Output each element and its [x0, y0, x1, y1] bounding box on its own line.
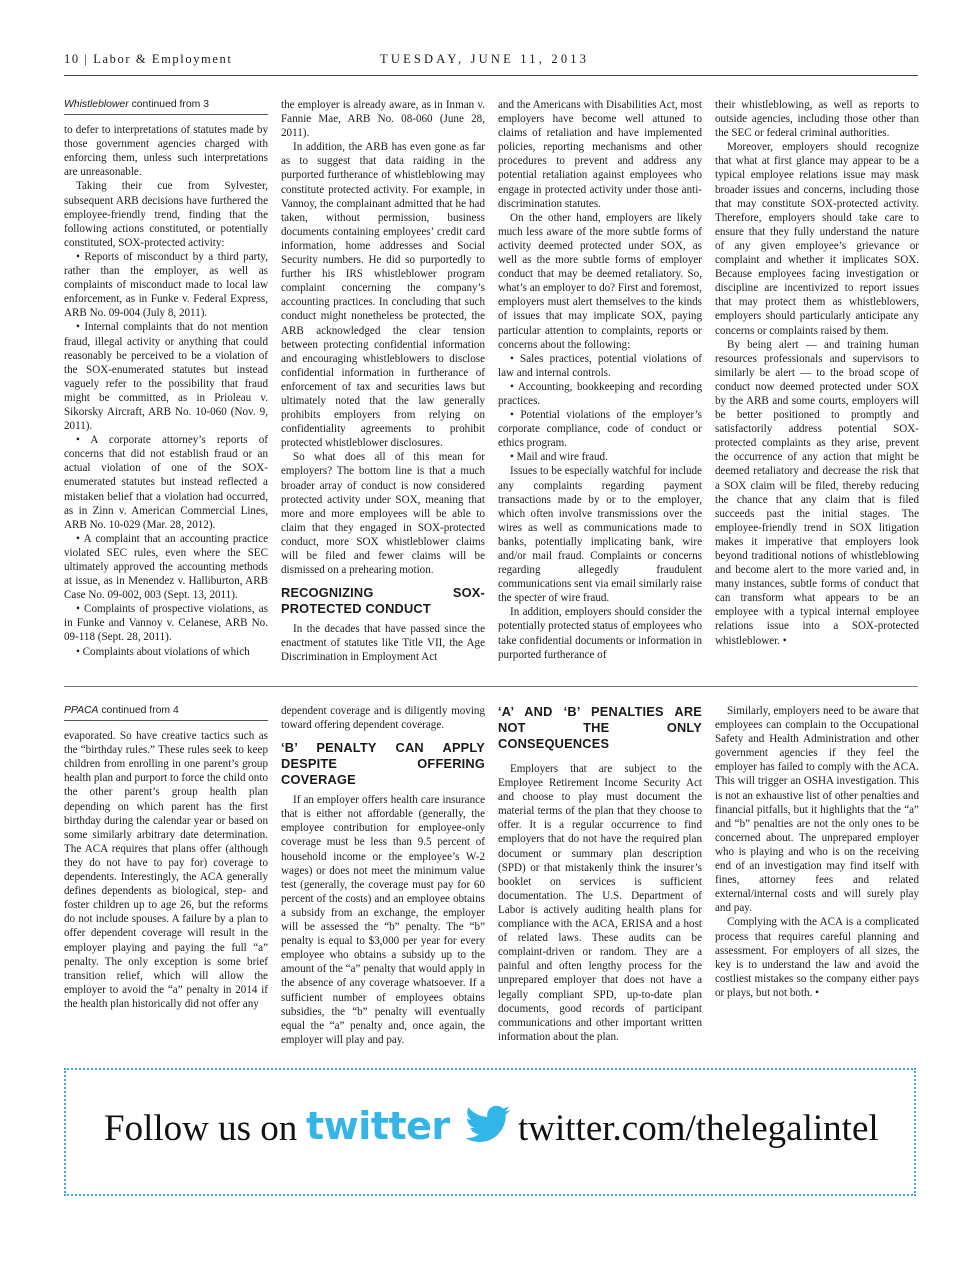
continued-from: continued from 4 [98, 705, 179, 716]
paragraph: So what does all of this mean for employers? The bottom line is that a much broader array of conduct is now considered protected activity under SOX, meaning that more and more employees will be able to claim that they engaged in SOX-protected conduct, more SOX whistleblower claims will be filed and fewer claims will be dismissed on a prehearing motion. [281, 451, 485, 577]
twitter-bird-icon [466, 1104, 512, 1148]
twitter-url-link[interactable]: twitter.com/thelegalintel [518, 1108, 879, 1149]
continued-title: PPACA [64, 705, 99, 716]
paragraph: Similarly, employers need to be aware that employees can complain to the Occupational Safety and Health Administration and other government agencies if they feel the employer has failed to comply with the ACA. This will trigger an OSHA investigation. This is not an exhaustive list of other penalties and financial pitfalls, but it highlights that the “a” and “b” penalties are not the only ones to be concerned about. The unprepared employer who is playing and who is on the receiving end of an investigation may find itself with fines, attorney fees and related external/internal costs and will surely play and pay. [715, 705, 919, 915]
paragraph: Taking their cue from Sylvester, subsequent ARB decisions have furthered the employee-friendly trend, finding that the following actions constituted, or potentially constituted, SOX-protected activity: [64, 180, 268, 249]
continued-title: Whistleblower [64, 99, 129, 110]
paragraph: In addition, employers should consider the potentially protected status of employees who take confidential documents or information in purported furtherance of [498, 606, 702, 661]
bullet-item: • Complaints about violations of which [76, 645, 250, 658]
page-header [64, 52, 918, 70]
paragraph: In addition, the ARB has even gone as far as to suggest that data raiding in the purported furtherance of whistleblowing may constitute protected activity. For example, in Vannoy, the complainant admitted that he had taken, without permission, business documents containing employees’ credit card information, home addresses and Social Security numbers. He did so purportedly to further his IRS whistleblower program complaint concerning the company’s accounting practices. In concluding that such conduct might nonetheless be protected, the ARB acknowledged the clear tension between protecting confidential information and encouraging whistleblowers to disclose confidential information in furtherance of enforcement of tax and securities laws but ultimately noted that the law generally prohibits employers from relying on confidentiality agreements to prohibit protected whistleblower disclosures. [281, 141, 485, 450]
twitter-logo[interactable] [306, 1102, 506, 1154]
ppaca-col-1 [64, 704, 268, 1011]
bullet-item: • Reports of misconduct by a third party, rather than the employer, as well as complaints of misconduct made to local law enforcement, as in Funke v. Federal Express, ARB No. 09-004 (July 8, 2011). [64, 250, 268, 320]
ppaca-col-3 [498, 704, 702, 1044]
paragraph: By being alert — and training human resources professionals and supervisors to similarly be alert — to the broad scope of conduct now deemed protected under SOX by the ARB and some courts, employers will be better positioned to promptly and satisfactorily address potential SOX-protected complaints as they arise, prevent the occurrence of any action that might be deemed retaliatory and decrease the risk that a SOX claim will be filed, thereby reducing the chance that any claim that is filed succeeds past the initial stages. The employee-friendly trend in SOX litigation makes it imperative that employers look beyond traditional notions of whistleblowing and become alert to the more varied and, in many instances, subtle forms of conduct that can transform what appears to be an employee with a typical internal employee relations issue into a SOX-protected whistleblower. • [715, 338, 919, 647]
bullet-item: • A corporate attorney’s reports of concerns that did not establish fraud or an actual violation of one of the SOX-enumerated statutes but instead reflected a mistaken belief that a violation had occurred, as in Zinn v. American Commercial Lines, ARB No. 10-029 (Mar. 28, 2012). [64, 434, 268, 531]
paragraph: On the other hand, employers are likely much less aware of the more subtle forms of activity deemed protected under SOX, as well as the more subtle forms of employer conduct that may be deemed retaliatory. So, what’s an employer to do? First and foremost, employers must alert themselves to the kinds of issues that may implicate SOX, paying particular attention to complaints, reports or concerns about the following: [498, 211, 702, 351]
paragraph: evaporated. So have creative tactics such as the “birthday rules.” These rules seek to keep children from enrolling in one parent’s group health plan and purport to force the child onto the other parent’s group health plan depending on which parent has the first birthday during the calendar year or based on some similarly arbitrary date determination. The ACA requires that plans offer (although they do not have to pay for) coverage to dependents. Interestingly, the ACA generally defines dependents as biological, step- and foster children up to age 26, but the reforms do not include spouses. A failure by a plan to offer dependent coverage will result in the employer playing and paying the full “a” penalty. The only exception is some brief transition relief, which will allow the employer to avoid the “a” penalty in 2014 if the health plan historically did not offer any [64, 730, 268, 1010]
issue-date: TUESDAY, JUNE 11, 2013 [380, 52, 590, 66]
paragraph: If an employer offers health care insurance that is either not affordable (generally, the employee contribution for employee-only coverage must be less than 9.5 percent of household income or the employee’s W-2 wages) or does not meet the minimum value test (generally, the coverage must pay for 60 percent of the costs) and an employee obtains a subsidy from an exchange, the employer will be assessed the “b” penalty. The “b” penalty is equal to $3,000 per year for every employee who obtains a subsidy up to the amount of the “a” penalty that would apply in the absence of any coverage whatsoever. If a sufficient number of employees obtains subsidies, the “b” penalty will eventually equal the “a” penalty and, once again, the employer will play and pay. [281, 794, 485, 1046]
paragraph: the employer is already aware, as in Inman v. Fannie Mae, ARB No. 08-060 (June 28, 2011). [281, 99, 485, 140]
paragraph: Employers that are subject to the Employee Retirement Income Security Act and choose to play must document the material terms of the plan that they choose to offer. It is a regular occurrence to find employers that do not have the required plan document or summary plan description (SPD) or that mistakenly think the insurer’s booklet on services is sufficient documentation. The U.S. Department of Labor is actively auditing health plans for compliance with the ACA, ERISA and a host of related laws. These audits can be complaint-driven or random. They are a painful and often lengthy process for the unprepared employer that does not have a legally compliant SPD, up-to-date plan documents, good records of participant communications and other important written information about the plan. [498, 763, 702, 1043]
paragraph: Issues to be especially watchful for include any complaints regarding payment transactions made by or to the employer, which often involve transmissions over the wires as well as communications made to banks, potentially implicating bank, wire and/or mail fraud. Complaints or concerns regarding allegedly fraudulent communications sent via email similarly raise the specter of wire fraud. [498, 465, 702, 605]
paragraph: to defer to interpretations of statutes made by those government agencies charged with enforcing them, unless such interpretations are unreasonable. [64, 124, 268, 179]
whistleblower-col-3 [498, 98, 702, 662]
section-heading: ‘A’ AND ‘B’ PENALTIES ARE NOT THE ONLY CONSEQUENCES [498, 704, 702, 751]
bullet-item: • Mail and wire fraud. [510, 451, 608, 464]
paragraph: Complying with the ACA is a complicated process that requires careful planning and assessment. For employers of all sizes, the key is to understand the law and avoid the costliest mistakes so the company either pays or plays, but not both. • [715, 916, 919, 999]
bullet-item: • Complaints of prospective violations, as in Funke and Vannoy v. Celanese, ARB No. 09-118 (Sept. 28, 2011). [64, 603, 268, 644]
bullet-item: • A complaint that an accounting practice violated SEC rules, even where the SEC ultimately approved the accounting methods at issue, as in Menendez v. Halliburton, ARB Case No. 09-002, 003 (Sept. 13, 2011). [64, 532, 268, 602]
paragraph: and the Americans with Disabilities Act, most employers have become well attuned to claims of retaliation and have implemented policies, reporting mechanisms and other procedures to prevent and address any potential retaliation against employees who engage in protected activity under those anti-discrimination statutes. [498, 99, 702, 210]
continued-from: continued from 3 [128, 99, 209, 110]
section-heading: RECOGNIZING SOX-PROTECTED CONDUCT [281, 585, 485, 617]
article-divider [64, 686, 918, 687]
twitter-wordmark: twitter [306, 1104, 450, 1148]
continued-label [64, 704, 268, 721]
whistleblower-col-4 [715, 98, 919, 648]
paragraph: Moreover, employers should recognize that what at first glance may appear to be a typical employee relations issue may mask broader issues and concerns, including those that may constitute SOX-protected activity. Therefore, employers should take care to ensure that they fully understand the nature of any given employee’s grievance or complaint and whether it implicates SOX. Because employees facing investigation or discipline are incentivized to report issues that may protect them as whistleblowers, employers should particularly anticipate any concerns or complaints raised by them. [715, 141, 919, 337]
continued-label [64, 98, 268, 115]
section-heading: ‘B’ PENALTY CAN APPLY DESPITE OFFERING COVERAGE [281, 740, 485, 788]
follow-us-text: Follow us on [104, 1108, 298, 1149]
page-section-label: 10 | Labor & Employment [64, 52, 233, 66]
paragraph: their whistleblowing, as well as reports to outside agencies, including those other than the SEC or federal criminal authorities. [715, 99, 919, 140]
twitter-promo-box[interactable] [64, 1068, 916, 1196]
whistleblower-col-2 [281, 98, 485, 664]
bullet-item: • Accounting, bookkeeping and recording practices. [498, 380, 702, 407]
bullet-item: • Sales practices, potential violations of law and internal controls. [498, 352, 702, 379]
paragraph: In the decades that have passed since the enactment of statutes like Title VII, the Age Discrimination in Employment Act [281, 623, 485, 664]
ppaca-col-2 [281, 704, 485, 1047]
paragraph: dependent coverage and is diligently moving toward offering dependent coverage. [281, 705, 485, 732]
bullet-item: • Potential violations of the employer’s corporate compliance, code of conduct or ethics program. [498, 409, 702, 450]
bullet-item: • Internal complaints that do not mention fraud, illegal activity or anything that could reasonably be perceived to be a violation of the SOX-enumerated statutes but instead vaguely refer to the possibility that fraud might be committed, as in Prioleau v. Sikorsky Aircraft, ARB No. 10-060 (Nov. 9, 2011). [64, 321, 268, 433]
header-rule [64, 75, 918, 76]
ppaca-col-4 [715, 704, 919, 1000]
whistleblower-col-1 [64, 98, 268, 659]
